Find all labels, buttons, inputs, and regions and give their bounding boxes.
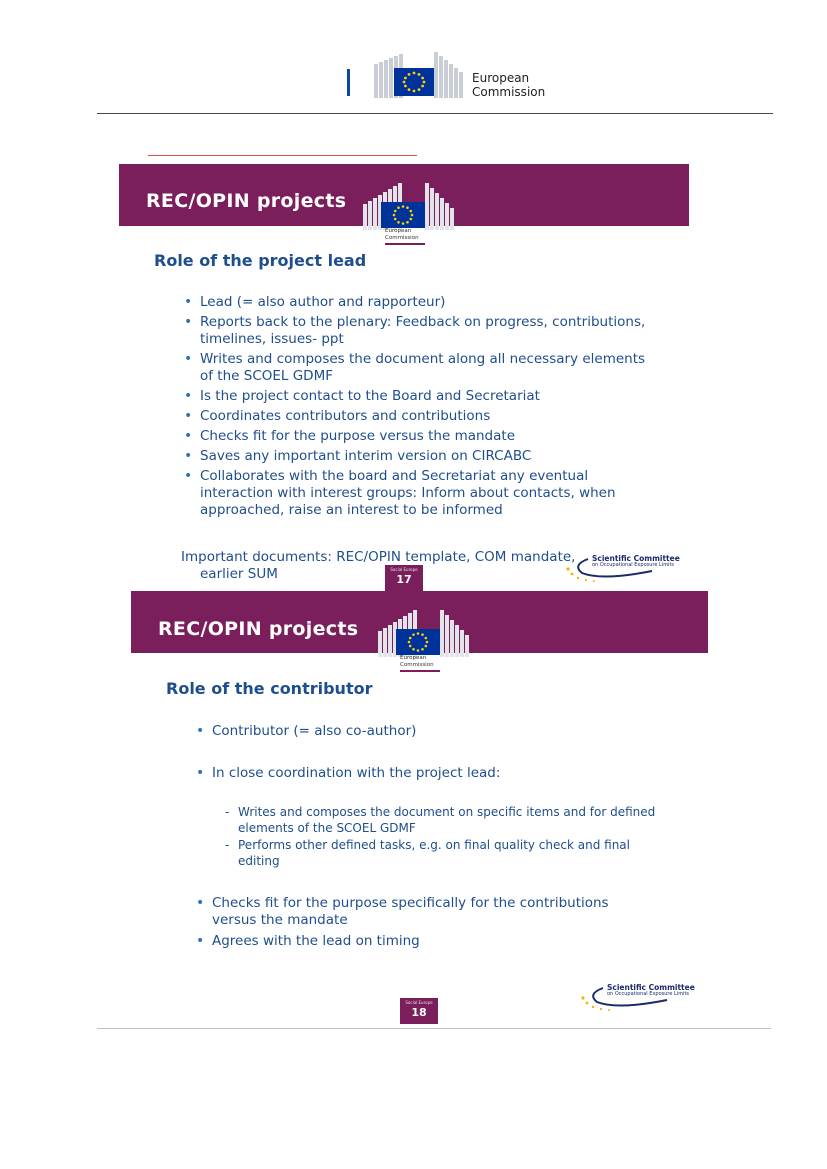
scoel-logo [577,978,707,1012]
section-title: Role of the contributor [166,679,373,698]
logo-underline [385,243,425,245]
note-line2: earlier SUM [200,566,278,582]
header-divider [97,113,773,114]
scoel-line1: Scientific Committee [607,983,695,992]
slide-18 [131,591,708,1027]
list-item: • Reports back to the plenary: Feedback on progress, contributions, timelines, issues- ppt [183,314,653,348]
badge-caption: Social Europe [405,1000,433,1005]
slide-17 [119,164,689,592]
slide-number-badge [385,565,423,591]
logo-caption-line1: European [400,655,427,661]
list-item: • Is the project contact to the Board and Secretariat [183,388,653,405]
slide-number-badge [400,998,438,1024]
list-item: - Performs other defined tasks, e.g. on final quality check and final editing [223,838,668,869]
logo-caption [400,655,434,669]
list-item: • Contributor (= also co-author) [195,723,655,740]
list-item: • Collaborates with the board and Secretariat any eventual interaction with interest groups: Inform about contacts, when approached, raise an interest to be informed [183,468,653,519]
list-item: - Writes and composes the document on specific items and for defined elements of the SCOEL GDMF [223,805,668,836]
scoel-text [607,984,695,998]
scoel-text [592,555,680,569]
logo-caption-line1: European [385,228,412,234]
section-title: Role of the project lead [154,251,367,270]
logo-caption [385,228,419,242]
red-divider [148,155,417,156]
list-item: • Agrees with the lead on timing [195,933,655,950]
scoel-line1: Scientific Committee [592,554,680,563]
page-header [0,0,827,115]
logo-underline [400,670,440,672]
list-item: • Writes and composes the document along all necessary elements of the SCOEL GDMF [183,351,653,385]
badge-caption: Social Europe [390,567,418,572]
list-item: • Lead (= also author and rapporteur) [183,294,653,311]
european-commission-logo [372,50,472,100]
list-item: • In close coordination with the project lead: [195,765,655,782]
bullet-list [195,895,655,954]
bullet-list [195,765,655,782]
footer-divider [97,1028,771,1029]
banner-title: REC/OPIN projects [158,618,359,640]
header-org-name [472,71,545,99]
logo-caption-line2: Commission [385,235,419,241]
header-org-line1: European [472,71,530,85]
scoel-line2: on Occupational Exposure Limits [607,991,690,997]
banner-title: REC/OPIN projects [146,190,347,212]
header-org-line2: Commission [472,85,546,99]
bullet-list [195,723,655,740]
list-item: • Saves any important interim version on CIRCABC [183,448,653,465]
logo-caption-line2: Commission [400,662,434,668]
list-item: • Checks fit for the purpose specifically for the contributions versus the mandate [195,895,655,929]
list-item: • Coordinates contributors and contributions [183,408,653,425]
list-item: • Checks fit for the purpose versus the mandate [183,428,653,445]
header-accent-bar [347,69,350,96]
slide-number: 17 [396,573,412,586]
slide-number: 18 [411,1006,427,1019]
sub-bullet-list [223,805,668,871]
note-line1: Important documents: REC/OPIN template, COM mandate, [181,549,576,565]
scoel-line2: on Occupational Exposure Limits [592,562,675,568]
bullet-list [183,294,653,522]
scoel-logo [562,549,692,583]
